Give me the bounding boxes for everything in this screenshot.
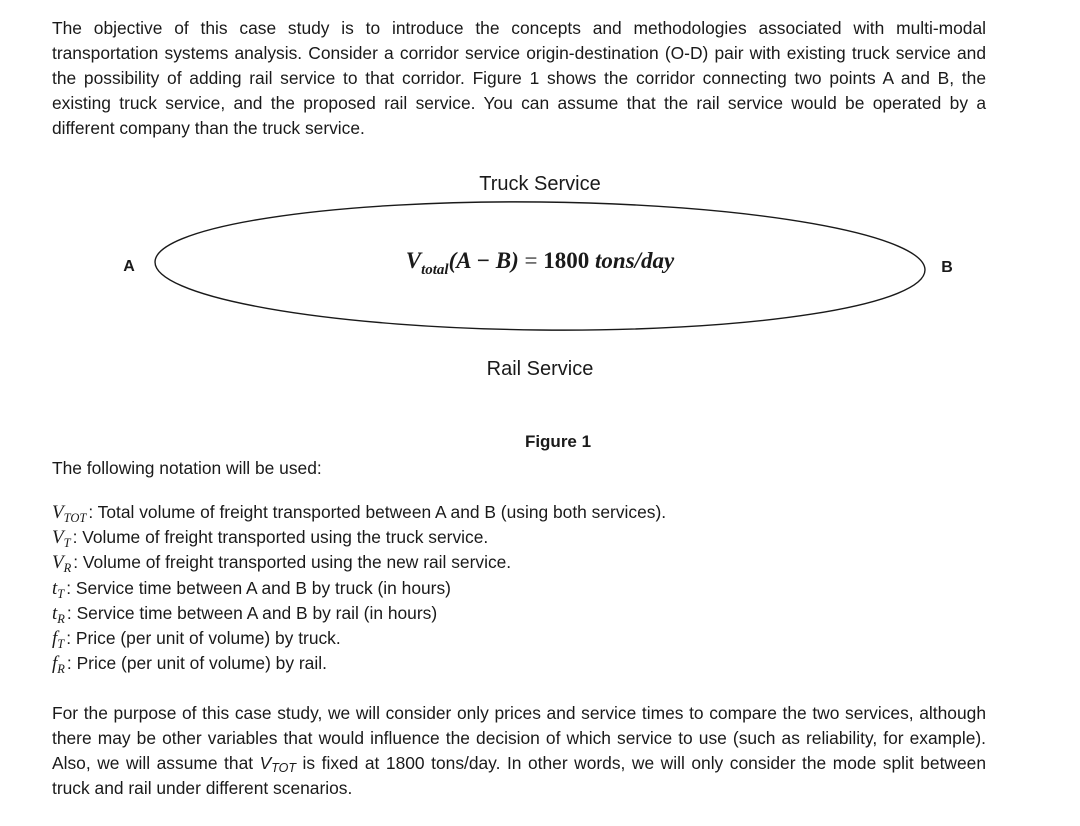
volume-equation — [406, 248, 675, 278]
closing-text-1: For the purpose of this case study, we will consider only prices and service times to compare the two services, although there may be other variables that would influence the decision of which service to use (such as reliability, for example). Also, we will assume that — [52, 703, 986, 773]
definition-text: : Service time between A and B by truck (in hours) — [66, 577, 451, 598]
symbol: $f_R$ — [52, 653, 65, 677]
equation-args: (A − B) — [448, 248, 519, 273]
definition-text: : Volume of freight transported using the truck service. — [72, 527, 489, 548]
symbol: $f_T$ — [52, 628, 65, 652]
definition-text: : Volume of freight transported using the new rail service. — [73, 552, 512, 573]
rail-service-label: Rail Service — [486, 358, 594, 380]
equation-equals: = — [518, 248, 544, 273]
definition-text: : Service time between A and B by rail (in hours) — [66, 602, 438, 623]
truck-service-label: Truck Service — [479, 173, 601, 195]
notation-item — [52, 500, 666, 525]
notation-item — [52, 550, 666, 575]
closing-paragraph — [52, 701, 986, 801]
notation-list — [52, 500, 666, 676]
point-a-label: A — [123, 258, 135, 275]
equation-sub: total — [421, 262, 449, 278]
symbol: $V_R$ — [52, 552, 72, 576]
figure-caption: Figure 1 — [524, 432, 592, 451]
symbol: $V_{TOT}$ — [52, 502, 87, 525]
notation-item — [52, 525, 666, 550]
point-b-label: B — [941, 259, 953, 276]
equation-value: 1800 — [543, 248, 590, 273]
equation-units: tons/day — [595, 248, 675, 273]
definition-text: : Total volume of freight transported between A and B (using both services). — [88, 502, 667, 522]
definition-text: : Price (per unit of volume) by truck. — [66, 628, 341, 649]
intro-paragraph: The objective of this case study is to introduce the concepts and methodologies associated with multi-modal transportation systems analysis. Consider a corridor service origin-destination (O-D) pair with existing truck service and the possibility of adding rail service to that corridor. Figure 1 shows the corridor connecting two points A and B, the existing truck service, and the proposed rail service. You can assume that the rail service would be operated by a different company than the truck service. — [52, 18, 986, 138]
notation-item — [52, 626, 666, 651]
definition-text: : Price (per unit of volume) by rail. — [66, 653, 327, 674]
notation-item — [52, 576, 666, 601]
notation-item — [52, 651, 666, 676]
symbol: $t_R$ — [52, 602, 65, 626]
closing-var: VTOT — [259, 753, 296, 775]
notation-item — [52, 601, 666, 626]
notation-intro: The following notation will be used: — [52, 458, 322, 478]
symbol: $V_T$ — [52, 527, 71, 551]
closing-text-2: is fixed at 1800 tons/day. In other words, we will only consider the mode split between truck and rail under different scenarios. — [52, 753, 986, 798]
symbol: $t_T$ — [52, 577, 65, 601]
equation-var: V — [405, 248, 422, 273]
